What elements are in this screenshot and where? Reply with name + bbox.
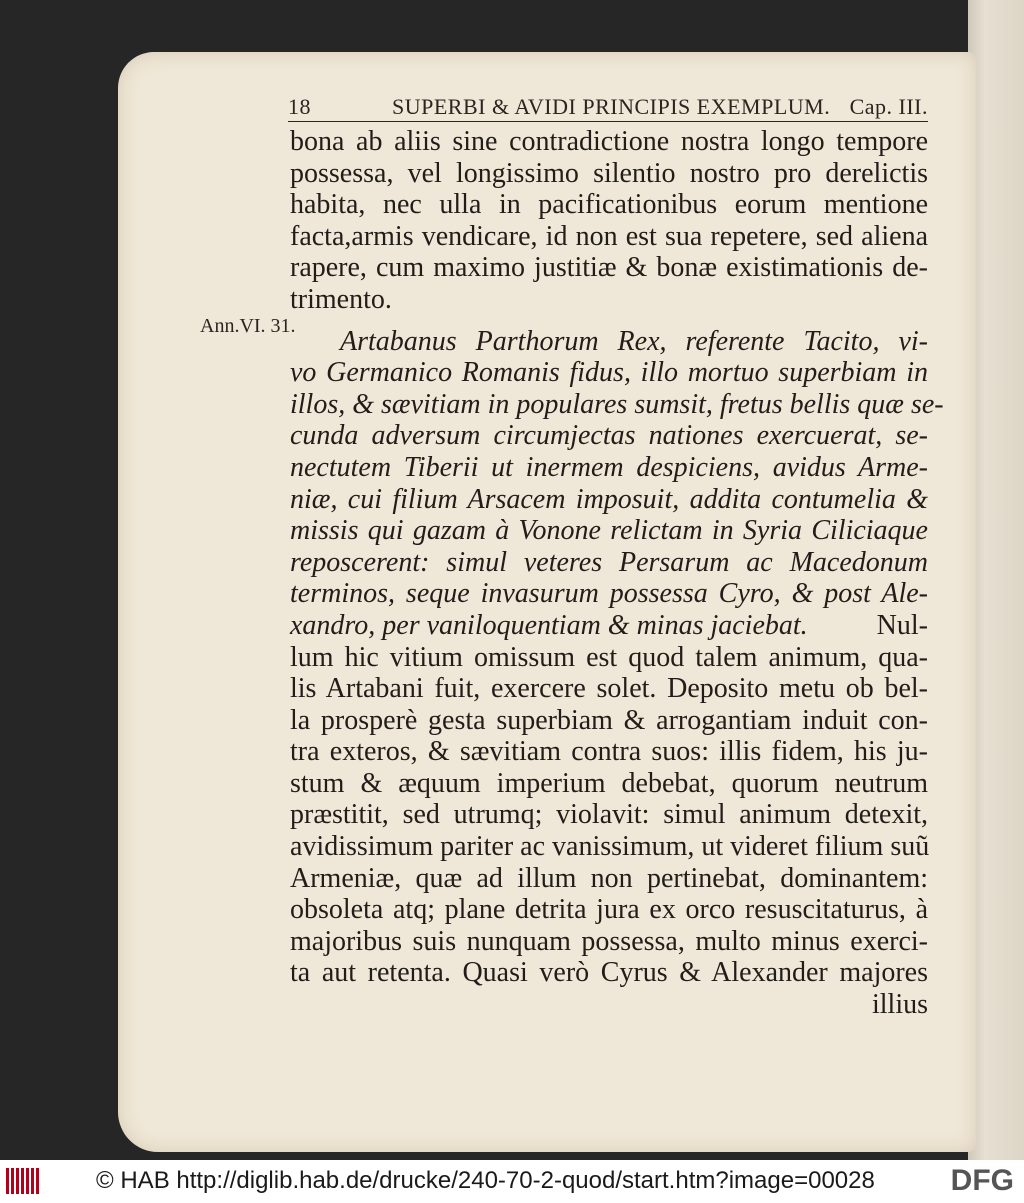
text-line: avidissimum pariter ac vanissimum, ut videret filium suũ [290,831,930,863]
quote-line: missis qui gazam à Vonone relictam in Syria Ciliciaque [290,515,928,547]
quote-end: xandro, per vaniloquentiam & minas jaciebat. [290,609,808,641]
text-line: lis Artabani fuit, exercere solet. Deposito metu ob bel- [290,673,928,705]
quote-line: illos, & sævitiam in populares sumsit, fretus bellis quæ se- [290,388,944,420]
text-line: rapere, cum maximo justitiæ & bonæ existimationis de- [290,252,928,284]
paragraph-gap [290,316,928,326]
quote-line: Artabanus Parthorum Rex, referente Tacito, vi- [340,325,928,357]
text-line: Armeniæ, quæ ad illum non pertinebat, dominantem: [290,862,928,894]
text-line: lum hic vitium omissum est quod talem animum, qua- [290,641,928,673]
text-body [290,126,944,1021]
running-header [288,94,928,124]
chapter-label: Cap. III. [849,94,928,119]
facing-page-edge [968,0,1024,1160]
viewer-footer [0,1160,1024,1203]
text-line: obsoleta atq; plane detrita jura ex orco resuscitaturus, à [290,894,928,926]
text-line: facta,armis vendicare, id non est sua repetere, sed aliena [290,220,928,252]
text-line: majoribus suis nunquam possessa, multo minus exerci- [290,925,928,957]
text-line: habita, nec ulla in pacificationibus eorum mentione [290,189,928,221]
text-start: Nul- [876,609,928,641]
quote-line: nectutem Tiberii ut inermem despiciens, avidus Arme- [290,451,928,483]
header-rule [288,121,928,122]
hab-logo-icon [6,1168,46,1196]
margin-note: Ann.VI. 31. [200,315,296,337]
source-link[interactable]: © HAB http://diglib.hab.de/drucke/240-70-2-quod/start.htm?image=00028 [96,1167,875,1194]
text-line: trimento. [290,283,392,315]
text-line: præstitit, sed utrumq; violavit: simul animum detexit, [290,799,928,831]
page-number: 18 [288,94,311,119]
quote-line: niæ, cui filium Arsacem imposuit, addita contumelia & [290,483,928,515]
text-line: bona ab aliis sine contradictione nostra longo tempore [290,126,928,157]
text-line: la prosperè gesta superbiam & arrogantiam induit con- [290,704,928,736]
mixed-line [290,610,928,642]
catchword: illius [871,989,928,1021]
quote-line: vo Germanico Romanis fidus, illo mortuo superbiam in [290,357,928,389]
text-line: possessa, vel longissimo silentio nostro pro derelictis [290,157,928,189]
text-line: ta aut retenta. Quasi verò Cyrus & Alexander majores [290,957,928,989]
quote-line: terminos, seque invasurum possessa Cyro, & post Ale- [290,578,928,610]
quote-line: cunda adversum circumjectas nationes exercuerat, se- [290,420,928,452]
quote-line: reposcerent: simul veteres Persarum ac Macedonum [290,546,928,578]
running-title: SUPERBI & AVIDI PRINCIPIS EXEMPLUM. [392,94,831,119]
text-line: stum & æquum imperium debebat, quorum neutrum [290,767,928,799]
text-line: tra exteros, & sævitiam contra suos: illis fidem, his ju- [290,736,928,768]
dfg-logo: DFG [950,1164,1014,1197]
